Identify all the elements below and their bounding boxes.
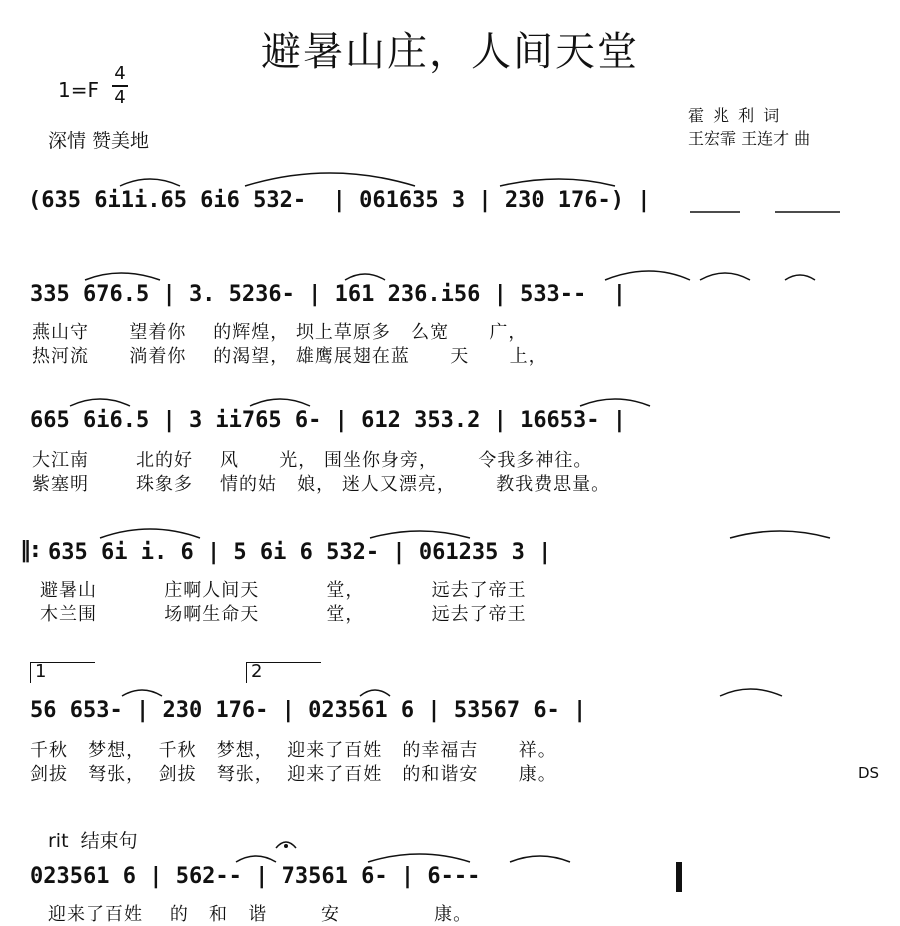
slur-mark <box>730 531 830 538</box>
system-2-lyrics-verse-1: 燕山守 望着你 的辉煌， 坝上草原多 么宽 广， <box>32 322 528 343</box>
slur-mark <box>785 275 815 280</box>
volta-bracket-1: 1 <box>30 662 95 683</box>
slur-mark <box>100 529 200 538</box>
slur-mark <box>700 273 750 280</box>
slur-mark <box>236 856 276 862</box>
system-4-notes: 635 6i i. 6 | 5 6i 6 532- | 061235 3 | <box>48 540 552 565</box>
slur-mark <box>85 273 160 280</box>
repeat-start-sign: ‖: <box>20 538 40 563</box>
slur-mark <box>510 856 570 862</box>
system-4-lyrics-verse-1: 避暑山 庄啊人间天 堂， 远去了帝王 <box>40 580 527 601</box>
volta-bracket-2: 2 <box>246 662 321 683</box>
slur-mark <box>122 690 162 696</box>
fermata-dot <box>284 844 288 848</box>
slur-mark <box>345 274 385 280</box>
system-6-lyrics: 迎来了百姓 的 和 谐 安 康。 <box>48 904 473 925</box>
system-3-lyrics-verse-1: 大江南 北的好 风 光， 围坐你身旁， 令我多神往。 <box>32 450 593 471</box>
rit-marking: rit 结束句 <box>48 830 138 852</box>
ds-marking: DS <box>858 764 880 782</box>
system-3-notes: 665 6i6.5 | 3 ii765 6- | 612 353.2 | 16653- | <box>30 408 627 433</box>
expression-marking: 深情 赞美地 <box>48 130 150 152</box>
slur-mark <box>70 399 130 406</box>
system-6-notes: 023561 6 | 562-- | 73561 6- | 6--- <box>30 864 481 889</box>
slur-mark <box>368 854 470 862</box>
composer-credit: 王宏霏 王连才 曲 <box>688 129 811 148</box>
key-signature: 1=F <box>58 78 99 102</box>
slur-mark <box>580 399 650 406</box>
slur-mark <box>360 690 390 696</box>
system-3-lyrics-verse-2: 紫塞明 珠象多 情的姑 娘， 迷人又漂亮， 教我费思量。 <box>32 474 611 495</box>
slur-mark <box>605 271 690 280</box>
slur-mark <box>500 179 615 186</box>
slur-mark <box>120 179 180 186</box>
system-2-notes: 335 676.5 | 3. 5236- | 161 236.i56 | 533-- | <box>30 282 627 307</box>
system-1-notes: (635 6i1i.65 6i6 532- | 061635 3 | 230 176-) | <box>28 188 651 213</box>
time-signature-bottom: 4 <box>114 87 126 108</box>
slur-mark <box>250 399 310 406</box>
time-signature-top: 4 <box>114 63 126 84</box>
lyricist-credit: 霍 兆 利 词 <box>688 106 782 125</box>
slur-mark <box>245 173 415 186</box>
song-title: 避暑山庄，人间天堂 <box>261 29 639 75</box>
system-5-lyrics-verse-2: 剑拔 弩张， 剑拔 弩张， 迎来了百姓 的和谐安 康。 <box>30 764 557 785</box>
slur-mark <box>720 689 782 696</box>
system-2-lyrics-verse-2: 热河流 淌着你 的渴望， 雄鹰展翅在蓝 天 上， <box>32 346 548 367</box>
system-4-lyrics-verse-2: 木兰围 场啊生命天 堂， 远去了帝王 <box>40 604 527 625</box>
system-5-notes: 56 653- | 230 176- | 023561 6 | 53567 6- | <box>30 698 587 723</box>
slur-mark <box>370 531 470 538</box>
system-5-lyrics-verse-1: 千秋 梦想， 千秋 梦想， 迎来了百姓 的幸福吉 祥。 <box>30 740 557 761</box>
